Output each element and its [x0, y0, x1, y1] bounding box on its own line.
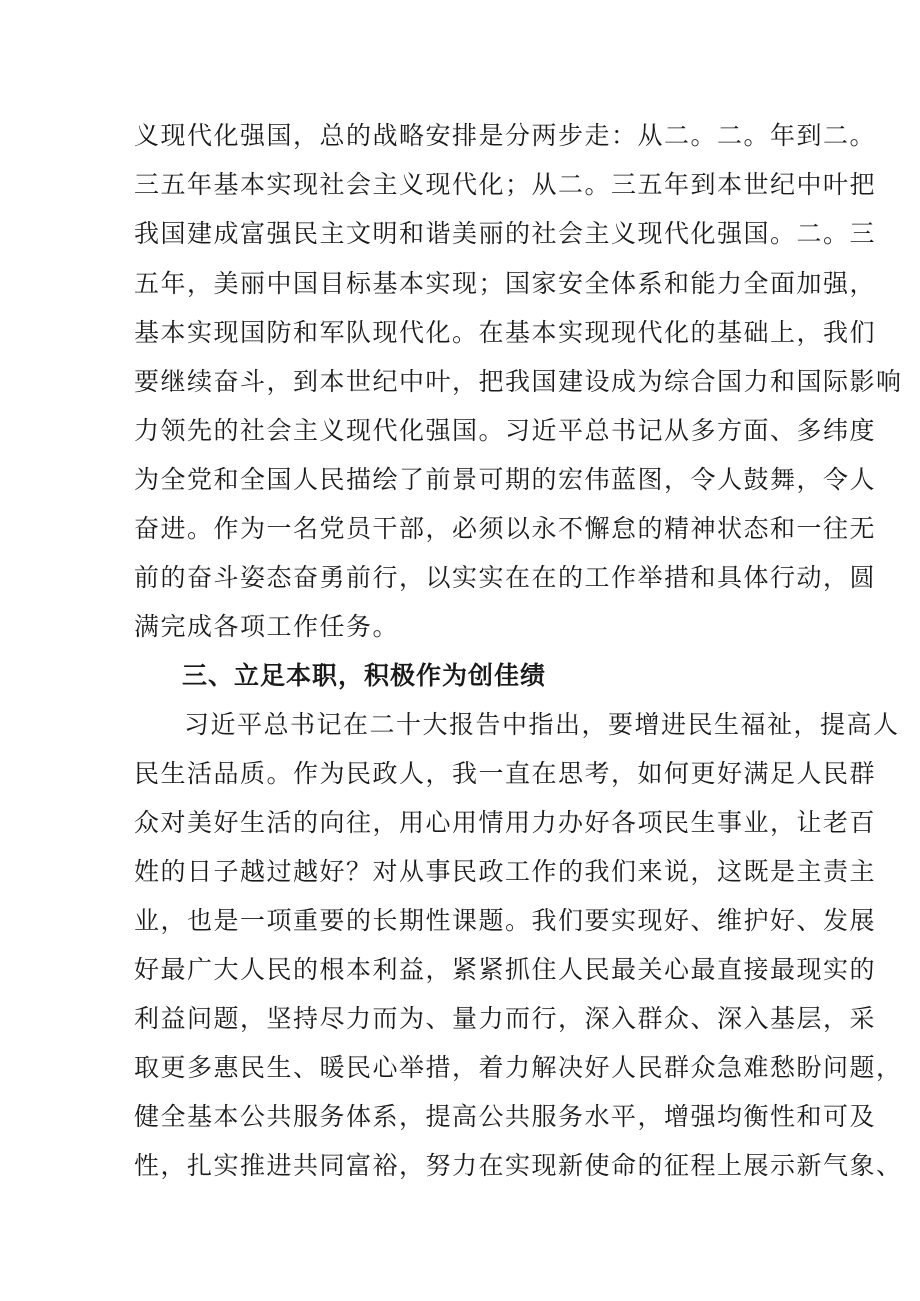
- paragraph-line: 五年，美丽中国目标基本实现；国家安全体系和能力全面加强，: [134, 269, 877, 298]
- paragraph-line: 利益问题，坚持尽力而为、量力而行，深入群众、深入基层，采: [134, 1004, 877, 1033]
- paragraph-line: 满完成各项工作任务。: [134, 612, 400, 641]
- paragraph-line: 性，扎实推进共同富裕，努力在实现新使命的征程上展示新气象、: [134, 1151, 903, 1180]
- paragraph-line: 我国建成富强民主文明和谐美丽的社会主义现代化强国。二。三: [134, 219, 877, 248]
- paragraph-line: 义现代化强国，总的战略安排是分两步走：从二。二。年到二。: [134, 121, 877, 150]
- paragraph-line: 取更多惠民生、暖民心举措，着力解决好人民群众急难愁盼问题，: [134, 1053, 903, 1082]
- paragraph-line: 奋进。作为一名党员干部，必须以永不懈怠的精神状态和一往无: [134, 514, 877, 543]
- section-heading: 三、立足本职，积极作为创佳绩: [182, 661, 547, 690]
- paragraph-line: 基本实现国防和军队现代化。在基本实现现代化的基础上，我们: [134, 318, 877, 347]
- paragraph-line: 健全基本公共服务体系，提高公共服务水平，增强均衡性和可及: [134, 1102, 877, 1131]
- paragraph-line: 三五年基本实现社会主义现代化；从二。三五年到本世纪中叶把: [134, 170, 877, 199]
- paragraph-line: 力领先的社会主义现代化强国。习近平总书记从多方面、多纬度: [134, 416, 877, 445]
- paragraph-line: 业，也是一项重要的长期性课题。我们要实现好、维护好、发展: [134, 906, 877, 935]
- paragraph-line: 众对美好生活的向往，用心用情用力办好各项民生事业，让老百: [134, 808, 877, 837]
- paragraph-line: 习近平总书记在二十大报告中指出，要增进民生福祉，提高人: [184, 710, 900, 739]
- paragraph-line: 民生活品质。作为民政人，我一直在思考，如何更好满足人民群: [134, 759, 877, 788]
- paragraph-line: 为全党和全国人民描绘了前景可期的宏伟蓝图，令人鼓舞，令人: [134, 465, 877, 494]
- paragraph-line: 姓的日子越过越好？对从事民政工作的我们来说，这既是主责主: [134, 857, 877, 886]
- paragraph-line: 好最广大人民的根本利益，紧紧抓住人民最关心最直接最现实的: [134, 955, 877, 984]
- paragraph-line: 要继续奋斗，到本世纪中叶，把我国建设成为综合国力和国际影响: [134, 367, 903, 396]
- paragraph-line: 前的奋斗姿态奋勇前行，以实实在在的工作举措和具体行动，圆: [134, 563, 877, 592]
